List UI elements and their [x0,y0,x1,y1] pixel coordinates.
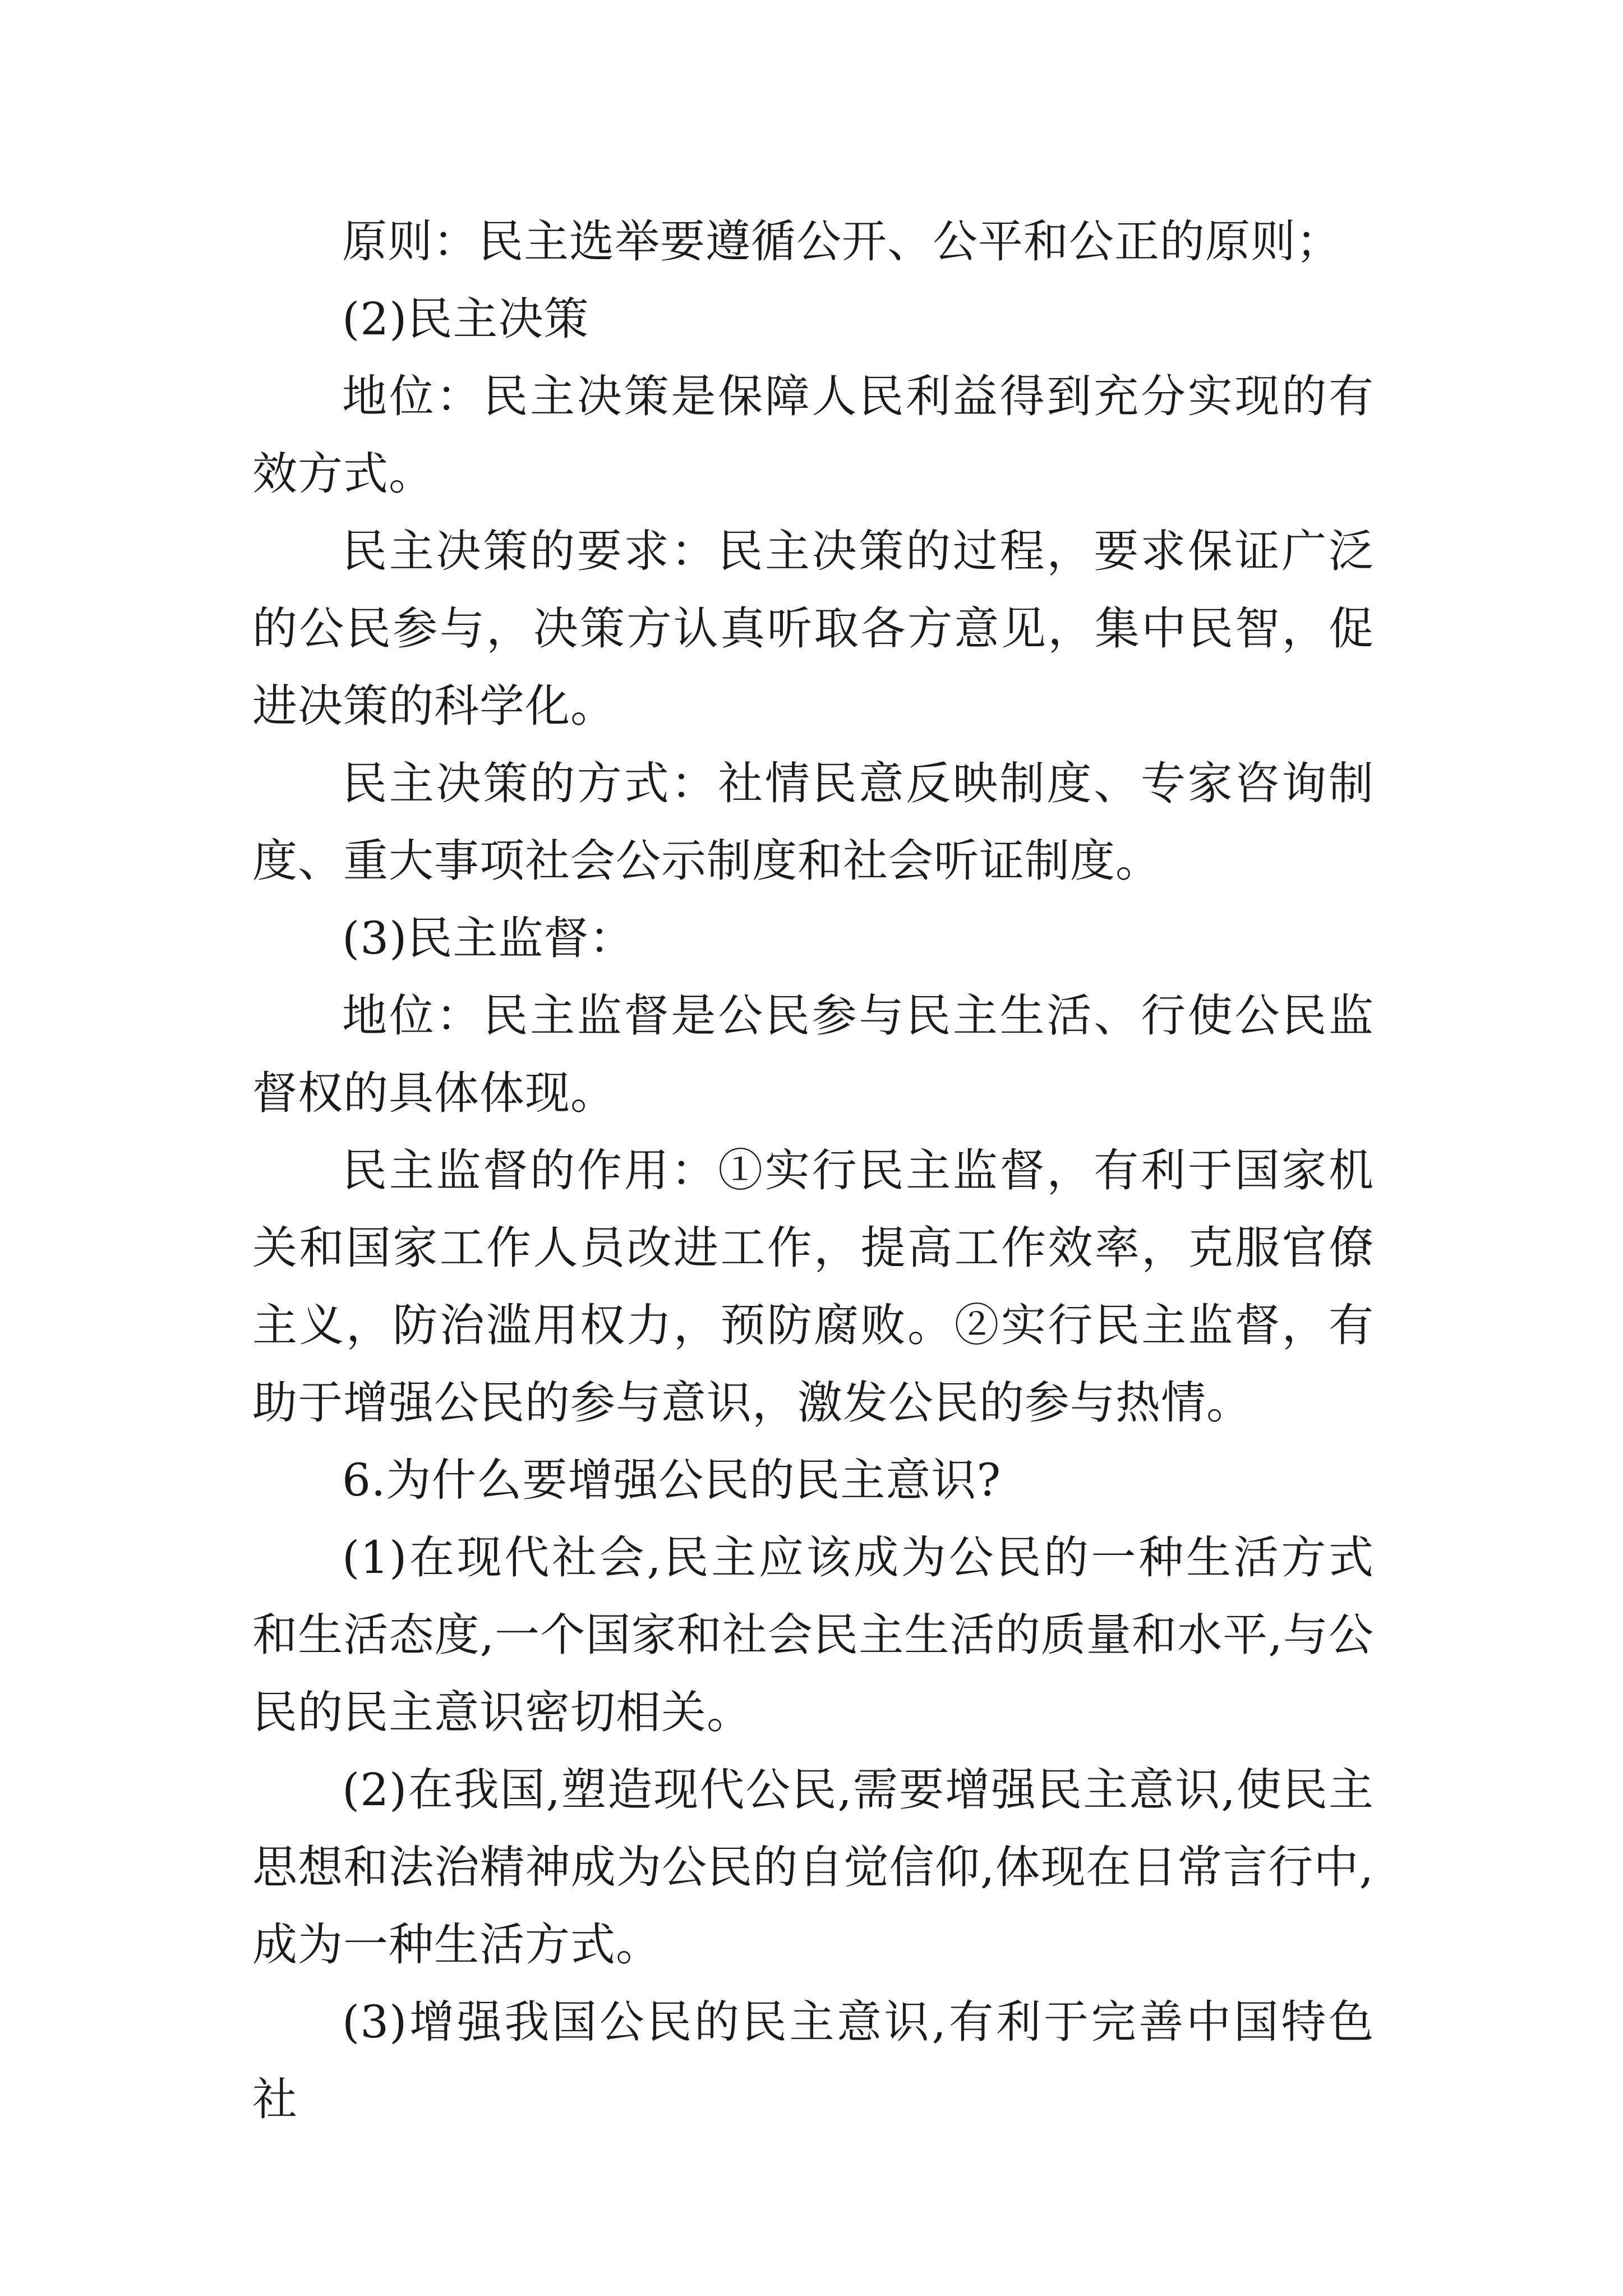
answer-point-1: (1)在现代社会,民主应该成为公民的一种生活方式和生活态度,一个国家和社会民主生活的质量和水平,与公民的民主意识密切相关。 [252,1531,1374,1738]
paragraph-decision-status: 地位：民主决策是保障人民利益得到充分实现的有效方式。 [252,370,1374,500]
heading-democratic-decision: (2)民主决策 [342,293,589,345]
paragraph-decision-methods: 民主决策的方式：社情民意反映制度、专家咨询制度、重大事项社会公示制度和社会听证制度。 [252,757,1374,887]
paragraph-decision-requirements: 民主决策的要求：民主决策的过程，要求保证广泛的公民参与，决策方认真听取各方意见，集中民智，促进决策的科学化。 [252,525,1374,732]
answer-point-3: (3)增强我国公民的民主意识,有利于完善中国特色社 [252,1996,1374,2125]
paragraph-supervision-status: 地位：民主监督是公民参与民主生活、行使公民监督权的具体体现。 [252,990,1374,1119]
heading-democratic-supervision: (3)民主监督： [342,912,635,964]
document-body [252,203,1374,2138]
answer-point-2: (2)在我国,塑造现代公民,需要增强民主意识,使民主思想和法治精神成为公民的自觉信仰,体现在日常言行中,成为一种生活方式。 [252,1764,1374,1971]
question-heading-6: 6.为什么要增强公民的民主意识? [342,1454,1002,1506]
paragraph-election-principle: 原则：民主选举要遵循公开、公平和公正的原则； [342,215,1341,268]
paragraph-supervision-effects: 民主监督的作用：①实行民主监督，有利于国家机关和国家工作人员改进工作，提高工作效率，克服官僚主义，防治滥用权力，预防腐败。②实行民主监督，有助于增强公民的参与意识，激发公民的参与热情。 [252,1144,1374,1429]
